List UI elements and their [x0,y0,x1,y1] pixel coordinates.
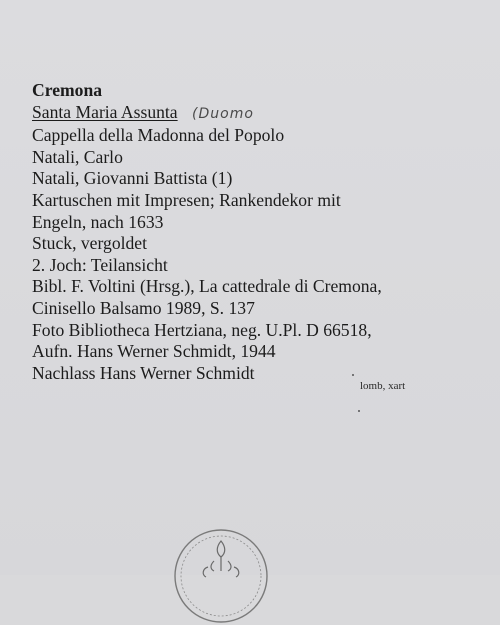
record-line: Stuck, vergoldet [32,233,147,254]
handwritten-note: (Duomo [192,105,254,122]
paper-speck [352,374,354,376]
record-line: Natali, Carlo [32,146,123,167]
record-line: Bibl. F. Voltini (Hrsg.), La cattedrale di Cremona, [32,276,382,297]
record-title: Cremona [32,80,103,100]
record-line: Kartuschen mit Impresen; Rankendekor mit [32,189,341,210]
record-line: 2. Joch: Teilansicht [32,254,168,275]
record-line: Aufn. Hans Werner Schmidt, 1944 [32,341,276,362]
record-line: Engeln, nach 1633 [32,211,164,232]
record-line: Natali, Giovanni Battista (1) [32,168,233,189]
record-text [32,80,382,384]
record-line: Foto Bibliotheca Hertziana, neg. U.Pl. D 66518, [32,319,372,340]
record-line: Cappella della Madonna del Popolo [32,125,285,146]
library-seal-icon [172,527,270,625]
paper-speck [358,410,360,412]
record-line: Cinisello Balsamo 1989, S. 137 [32,297,255,318]
church-line [32,102,382,126]
church-name: Santa Maria Assunta [32,101,178,122]
record-line: Nachlass Hans Werner Schmidt [32,362,255,383]
catalog-code: lomb, xart [360,380,406,392]
